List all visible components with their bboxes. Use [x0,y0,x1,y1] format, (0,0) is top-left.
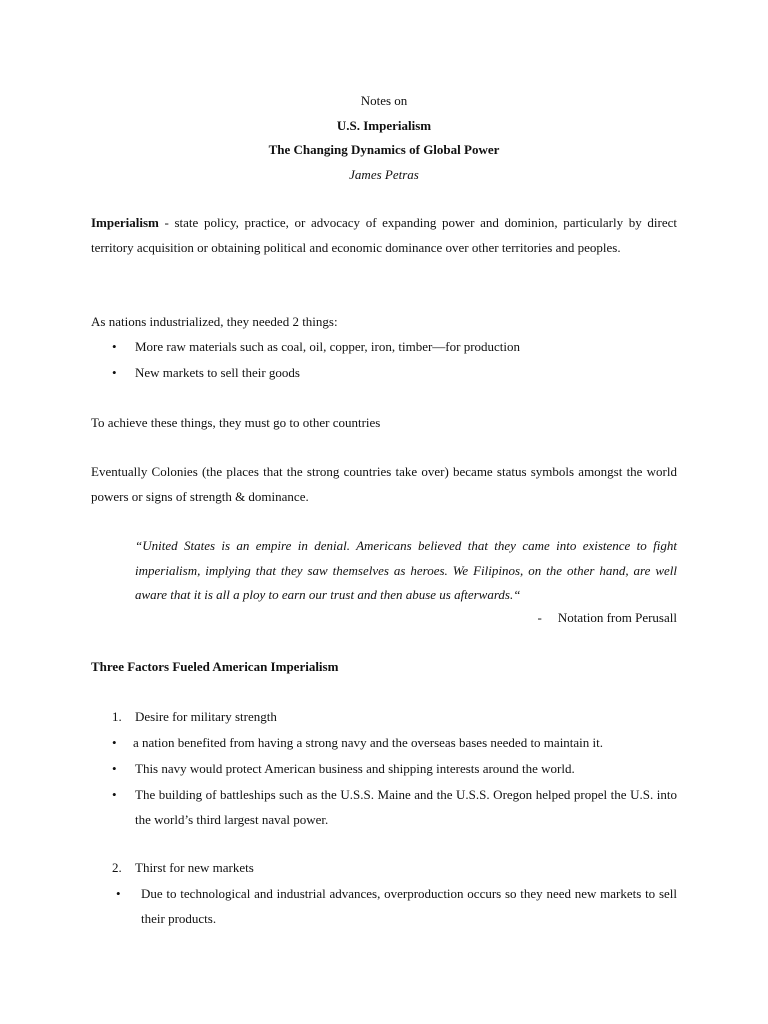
list-item [112,757,677,782]
list-item [112,361,677,386]
list-item [112,731,677,756]
needs-item-text: More raw materials such as coal, oil, copper, iron, timber—for production [135,339,521,354]
quote-attribution [538,606,678,631]
list-item [112,882,677,931]
needs-intro: As nations industrialized, they needed 2 things: [91,314,338,329]
imperialism-definition [91,211,677,260]
bullet-icon: • [112,761,117,776]
needs-item-text: New markets to sell their goods [135,365,300,380]
factor-item-1 [112,705,677,730]
attribution-dash: - [537,610,542,625]
bullet-icon: • [116,886,121,901]
achieve-paragraph: To achieve these things, they must go to other countries [91,415,381,430]
author-name: James Petras [349,167,419,182]
bullet-icon: • [112,787,117,802]
factor1-bullet-text: a nation benefited from having a strong navy and the overseas bases needed to maintain it. [133,735,604,750]
bullet-icon: • [112,735,117,750]
list-item [112,335,677,360]
factor-number: 1. [112,709,122,724]
attribution-text: Notation from Perusall [557,610,677,625]
document-title: U.S. Imperialism [336,118,432,133]
factor-number: 2. [112,860,122,875]
factor-label: Thirst for new markets [135,860,254,875]
factor2-bullet-text: Due to technological and industrial advances, overproduction occurs so they need new markets to sell their products. [141,886,677,926]
factor-label: Desire for military strength [135,709,277,724]
definition-term: Imperialism [91,215,159,230]
notes-on-label: Notes on [360,93,408,108]
document-subtitle: The Changing Dynamics of Global Power [268,142,500,157]
factor-item-2 [112,856,677,881]
bullet-icon: • [112,339,117,354]
list-item [112,783,677,832]
factor1-bullet-text: This navy would protect American business and shipping interests around the world. [135,761,575,776]
factors-heading: Three Factors Fueled American Imperialism [91,659,339,674]
definition-text: - state policy, practice, or advocacy of expanding power and dominion, particularly by direct territory acquisition or obtaining political and economic dominance over other territories and peoples. [91,215,677,255]
colonies-paragraph: Eventually Colonies (the places that the strong countries take over) became status symbols amongst the world powers or signs of strength & dominance. [91,464,677,504]
bullet-icon: • [112,365,117,380]
perusall-quote: “United States is an empire in denial. Americans believed that they came into existence to fight imperialism, implying that they saw themselves as heroes. We Filipinos, on the other hand, are well aware that it is all a ploy to earn our trust and then abuse us afterwards.“ [135,538,677,602]
factor1-bullet-text: The building of battleships such as the U.S.S. Maine and the U.S.S. Oregon helped propel the U.S. into the world’s third largest naval power. [135,787,677,827]
